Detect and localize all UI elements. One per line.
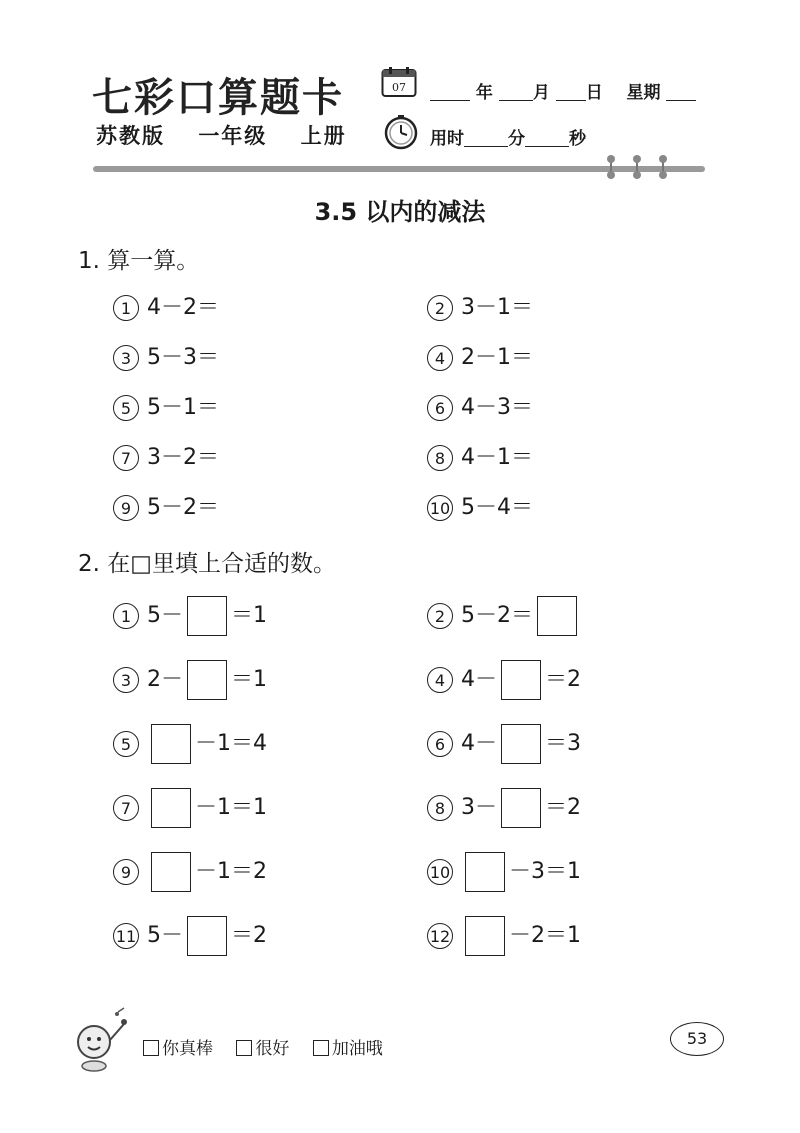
expr-after: ＝1 <box>231 667 267 692</box>
rating-great[interactable] <box>143 1039 213 1059</box>
item-number: 3 <box>113 345 139 371</box>
answer-box[interactable] <box>465 916 505 956</box>
exercise-1-item <box>427 341 533 375</box>
checkbox-icon[interactable] <box>143 1040 159 1056</box>
rule-pin <box>636 158 638 176</box>
exercise-2-item <box>113 852 267 892</box>
exercise-2-item <box>427 660 581 700</box>
checkbox-icon[interactable] <box>313 1040 329 1056</box>
expression: 5－3＝ <box>147 345 219 370</box>
exercise-1-item <box>113 341 219 375</box>
exercise-1-item <box>427 291 533 325</box>
expr-after: －3＝1 <box>509 859 581 884</box>
item-number: 9 <box>113 859 139 885</box>
exercise-2-item <box>427 852 581 892</box>
expr-before: 2－ <box>147 667 183 692</box>
item-number: 1 <box>113 295 139 321</box>
expression: 4－3＝ <box>461 395 533 420</box>
expr-before: 5－ <box>147 923 183 948</box>
answer-box[interactable] <box>187 660 227 700</box>
expr-before: 5－2＝ <box>461 603 533 628</box>
exercise-1-item <box>113 491 219 525</box>
rule-pin <box>662 158 664 176</box>
exercise-1-item <box>113 291 219 325</box>
expr-after: －1＝4 <box>195 731 267 756</box>
expression: 5－2＝ <box>147 495 219 520</box>
exercise-2-item <box>427 596 581 636</box>
mascot-icon <box>66 1004 136 1074</box>
rating-good[interactable] <box>236 1039 289 1059</box>
answer-box[interactable] <box>501 724 541 764</box>
calendar-icon <box>381 66 417 98</box>
checkbox-icon[interactable] <box>236 1040 252 1056</box>
page-number: 53 <box>670 1022 724 1056</box>
time-line <box>430 124 586 149</box>
rating-keep-going[interactable] <box>313 1039 383 1059</box>
item-number: 6 <box>427 731 453 757</box>
day-label: 日 <box>585 83 603 103</box>
year-label: 年 <box>475 83 493 103</box>
minutes-label: 分 <box>508 129 525 149</box>
item-number: 4 <box>427 345 453 371</box>
expr-after: ＝2 <box>545 667 581 692</box>
weekday-label: 星期 <box>626 83 661 103</box>
edition-publisher: 苏教版 <box>96 124 165 148</box>
seconds-blank[interactable] <box>525 130 569 147</box>
exercise-1-item <box>427 441 533 475</box>
item-number: 3 <box>113 667 139 693</box>
item-number: 10 <box>427 495 453 521</box>
item-number: 4 <box>427 667 453 693</box>
page-title: 3.5 以内的减法 <box>314 198 486 226</box>
expr-before: 4－ <box>461 667 497 692</box>
exercise-2-item <box>113 660 267 700</box>
exercise-2-item <box>427 788 581 828</box>
item-number: 10 <box>427 859 453 885</box>
exercise-2-item <box>113 916 267 956</box>
rating-label: 很好 <box>255 1039 290 1059</box>
item-number: 9 <box>113 495 139 521</box>
answer-box[interactable] <box>151 788 191 828</box>
item-number: 6 <box>427 395 453 421</box>
rating-label: 你真棒 <box>162 1039 213 1059</box>
expression: 3－2＝ <box>147 445 219 470</box>
exercise-2-item <box>113 724 267 764</box>
item-number: 1 <box>113 603 139 629</box>
item-number: 2 <box>427 603 453 629</box>
expression: 4－1＝ <box>461 445 533 470</box>
expr-after: ＝1 <box>231 603 267 628</box>
expression: 5－4＝ <box>461 495 533 520</box>
month-blank[interactable] <box>499 84 533 101</box>
edition-grade: 一年级 <box>198 124 268 148</box>
clock-icon <box>383 114 419 150</box>
exercise-2-item <box>113 788 267 828</box>
item-number: 11 <box>113 923 139 949</box>
expression: 2－1＝ <box>461 345 533 370</box>
item-number: 2 <box>427 295 453 321</box>
seconds-label: 秒 <box>569 129 586 149</box>
expr-after: ＝2 <box>545 795 581 820</box>
exercise-1-item <box>427 491 533 525</box>
item-number: 5 <box>113 395 139 421</box>
rating-label: 加油哦 <box>331 1039 383 1059</box>
exercise-1-item <box>113 391 219 425</box>
answer-box[interactable] <box>151 852 191 892</box>
expr-after: －1＝2 <box>195 859 267 884</box>
month-label: 月 <box>532 83 550 103</box>
item-number: 7 <box>113 445 139 471</box>
expr-before: 4－ <box>461 731 497 756</box>
edition-line <box>96 120 371 150</box>
item-number: 12 <box>427 923 453 949</box>
item-number: 8 <box>427 795 453 821</box>
exercise-2-item <box>427 916 581 956</box>
weekday-blank[interactable] <box>666 84 696 101</box>
date-line <box>430 78 696 103</box>
year-blank[interactable] <box>430 84 470 101</box>
time-used-label: 用时 <box>430 129 464 149</box>
minutes-blank[interactable] <box>464 130 508 147</box>
answer-box[interactable] <box>187 916 227 956</box>
expr-after: －2＝1 <box>509 923 581 948</box>
expr-after: ＝3 <box>545 731 581 756</box>
expression: 5－1＝ <box>147 395 219 420</box>
expr-after: ＝2 <box>231 923 267 948</box>
answer-box[interactable] <box>151 724 191 764</box>
expression: 4－2＝ <box>147 295 219 320</box>
item-number: 7 <box>113 795 139 821</box>
brand-title: 七彩口算题卡 <box>92 74 344 121</box>
expr-before: 3－ <box>461 795 497 820</box>
answer-box[interactable] <box>187 596 227 636</box>
expr-before: 5－ <box>147 603 183 628</box>
item-number: 8 <box>427 445 453 471</box>
answer-box[interactable] <box>501 788 541 828</box>
section1-heading: 1. 算一算。 <box>78 248 200 274</box>
rule-pin <box>610 158 612 176</box>
item-number: 5 <box>113 731 139 757</box>
exercise-2-item <box>113 596 267 636</box>
calendar-day: 07 <box>392 81 406 94</box>
rating-bar <box>143 1034 401 1059</box>
exercise-1-item <box>113 441 219 475</box>
day-blank[interactable] <box>556 84 586 101</box>
expr-after: －1＝1 <box>195 795 267 820</box>
answer-box[interactable] <box>501 660 541 700</box>
answer-box[interactable] <box>537 596 577 636</box>
edition-volume: 上册 <box>300 124 347 148</box>
answer-box[interactable] <box>465 852 505 892</box>
exercise-1-item <box>427 391 533 425</box>
exercise-2-item <box>427 724 581 764</box>
section2-heading: 2. 在□里填上合适的数。 <box>78 551 336 577</box>
expression: 3－1＝ <box>461 295 533 320</box>
